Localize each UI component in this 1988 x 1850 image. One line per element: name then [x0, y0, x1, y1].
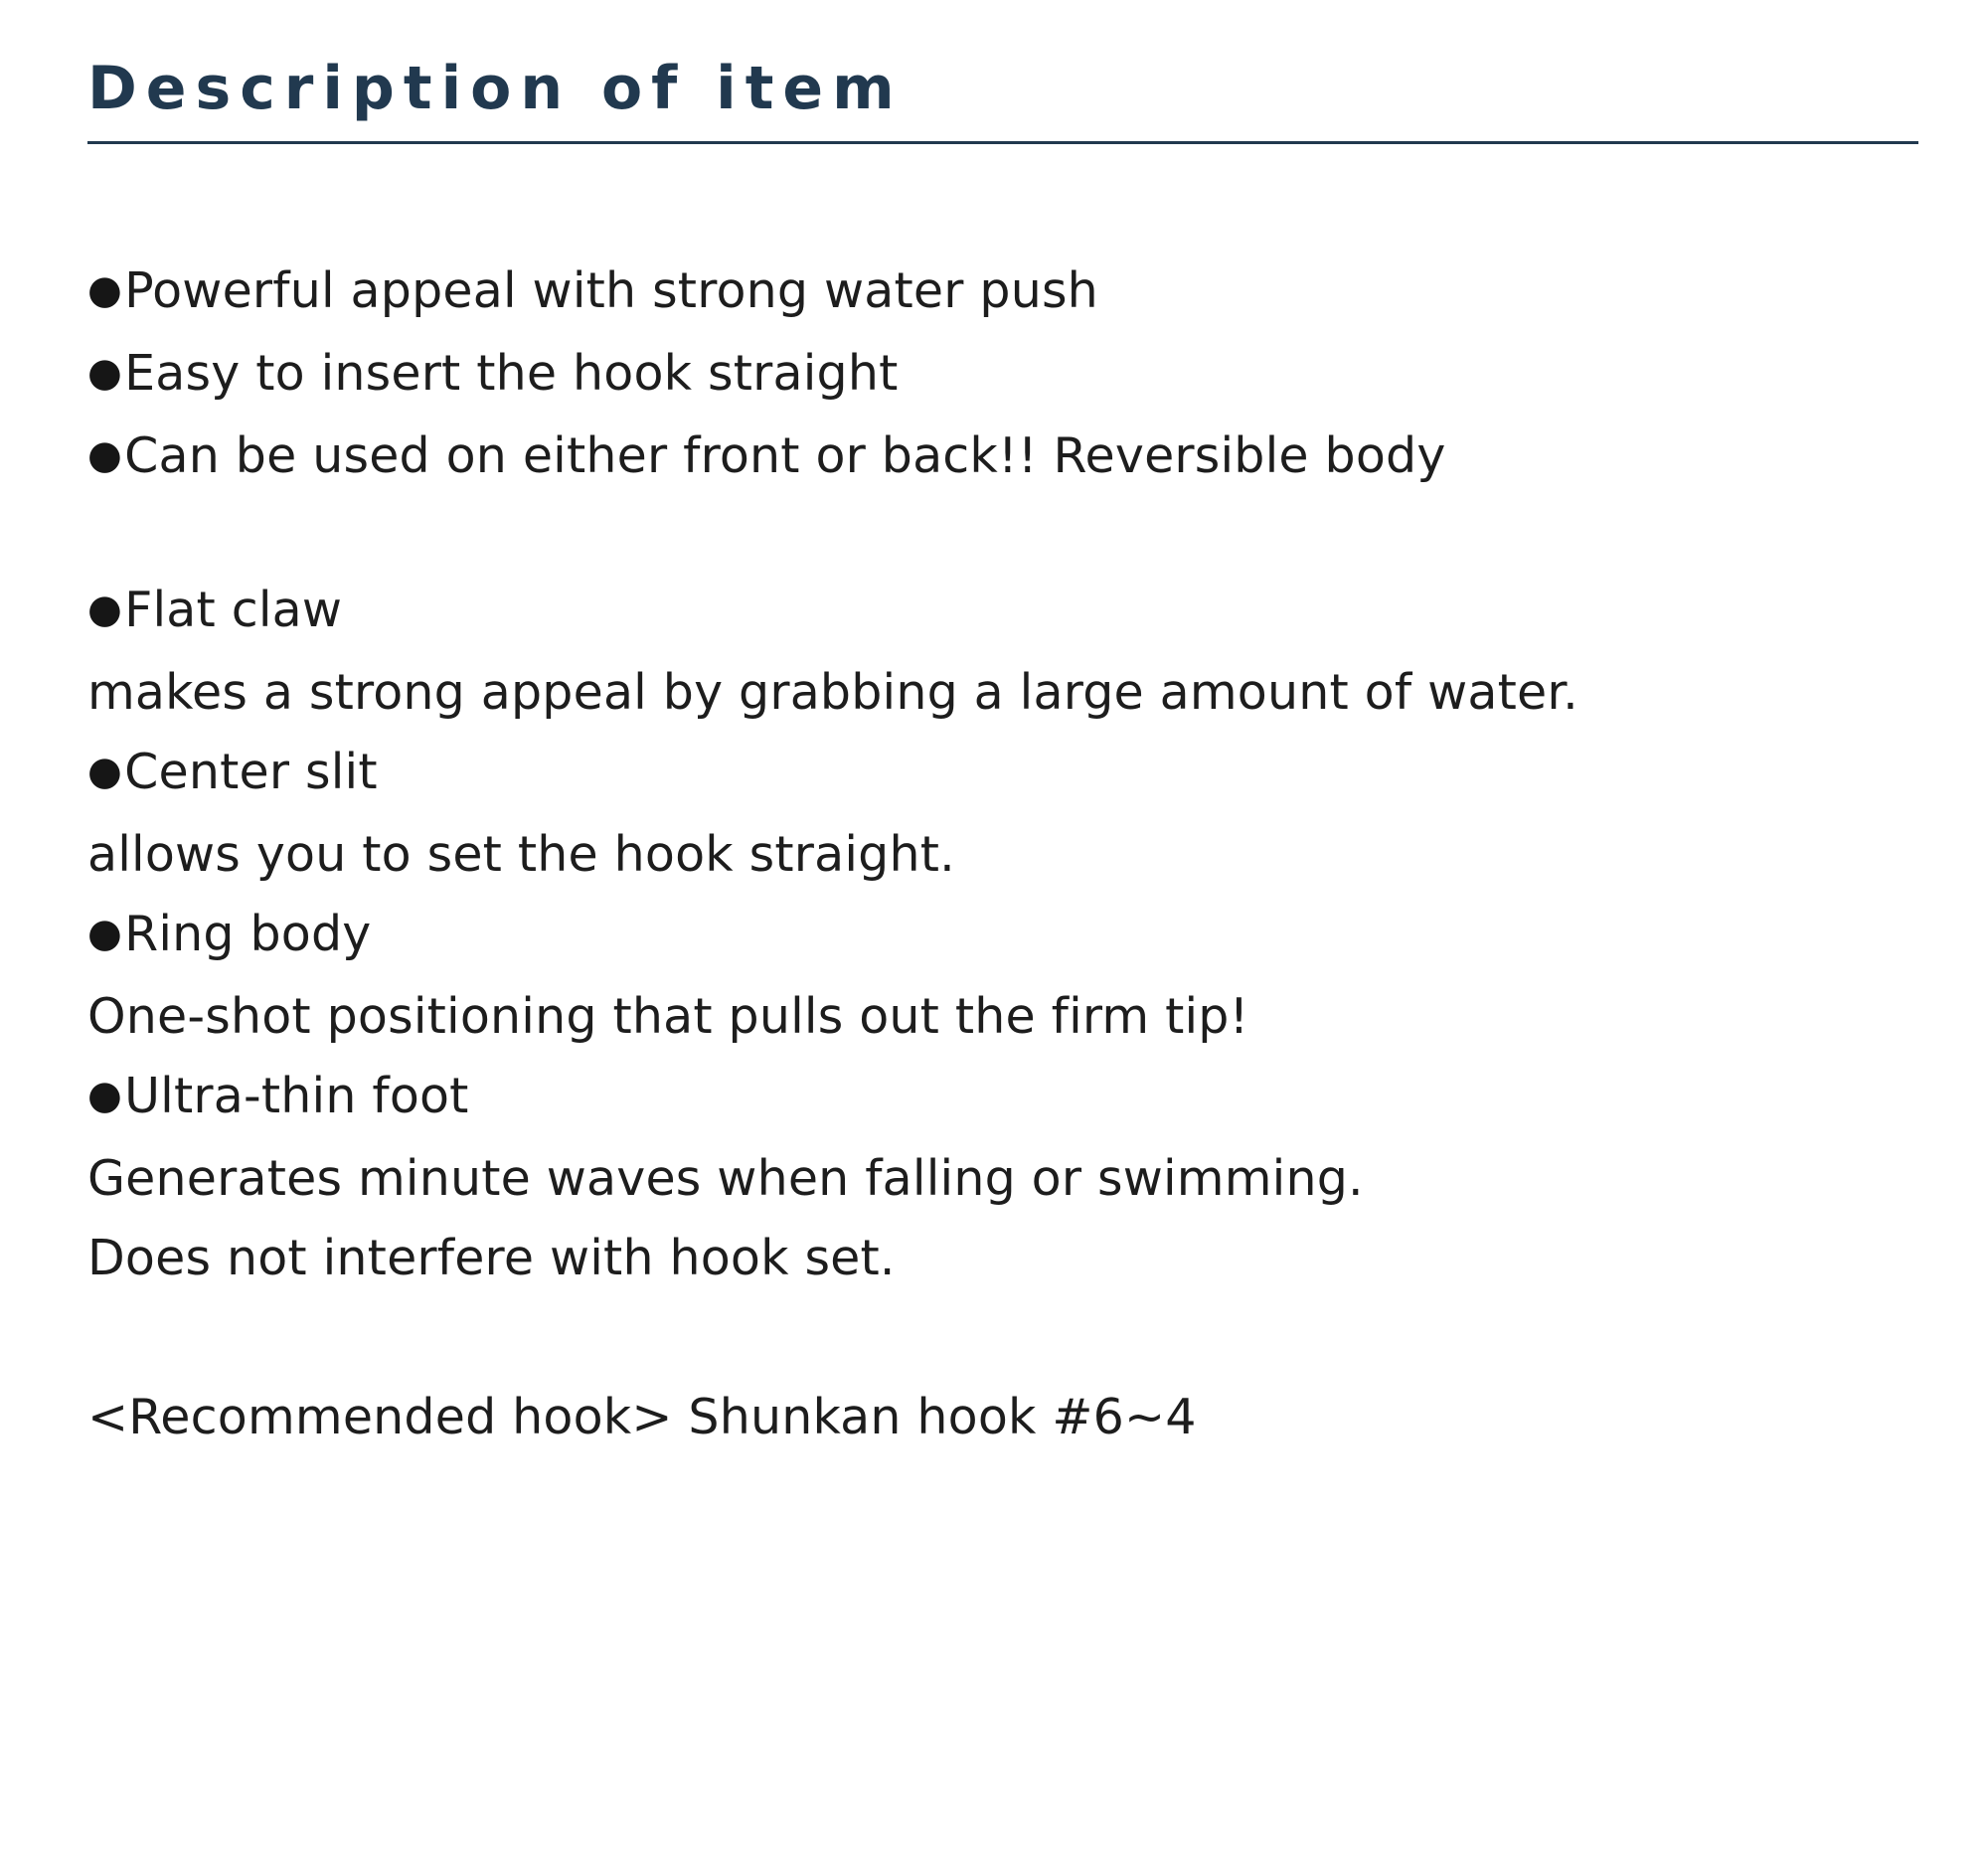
recommended-hook-note: [87, 1378, 1918, 1457]
paragraph-spacer: [87, 1298, 1918, 1378]
list-item-description: Generates minute waves when falling or swimming.: [87, 1150, 1364, 1207]
list-item: ● Ring body: [87, 895, 1918, 977]
feature-list-primary: [87, 252, 1918, 499]
paragraph-spacer: [87, 499, 1918, 571]
title-divider: [87, 141, 1918, 144]
list-item-description: makes a strong appeal by grabbing a large amount of water.: [87, 664, 1578, 721]
list-item-description: allows you to set the hook straight.: [87, 826, 955, 883]
feature-list-detail: [87, 571, 1918, 1298]
list-item: ● Ultra-thin foot: [87, 1057, 1918, 1139]
list-item: ● Easy to insert the hook straight: [87, 334, 1918, 417]
list-item: ● Center slit: [87, 733, 1918, 815]
recommended-hook-text: <Recommended hook> Shunkan hook #6~4: [87, 1389, 1197, 1445]
list-item-description: One-shot positioning that pulls out the firm tip!: [87, 988, 1249, 1045]
page-title: Description of item: [87, 54, 904, 123]
list-item: ● Powerful appeal with strong water push: [87, 252, 1918, 334]
list-item-description: Does not interfere with hook set.: [87, 1230, 896, 1286]
list-item: ● Can be used on either front or back!! Reversible body: [87, 417, 1918, 499]
list-item: ● Flat claw: [87, 571, 1918, 653]
description-body: [87, 252, 1918, 1457]
